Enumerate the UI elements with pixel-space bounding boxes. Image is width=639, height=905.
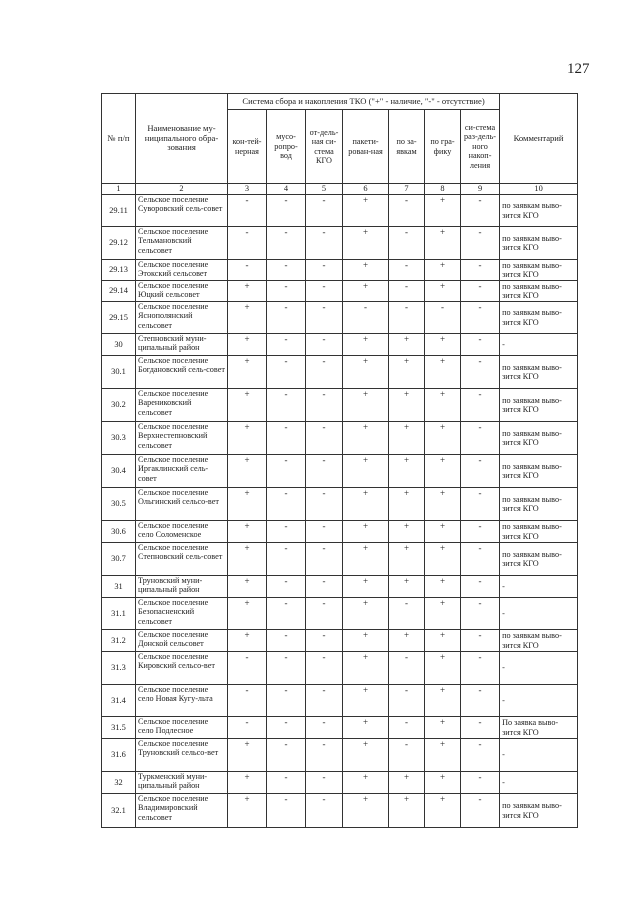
mark-cell: - [306,356,343,389]
mark-cell: - [306,685,343,717]
table-row [102,356,578,389]
mark-cell: - [461,195,500,227]
mark-cell: + [343,227,389,260]
header-name: Наименование му-ниципального обра-зования [136,94,228,184]
mark-cell: + [228,356,267,389]
municipality-name: Сельское поселение Тельмановский сельсовет [136,227,228,260]
comment-cell: - [500,334,578,356]
municipality-name: Сельское поселение Верхнестепновский сельсовет [136,422,228,455]
mark-cell: + [343,334,389,356]
row-number: 32 [102,772,136,794]
mark-cell: - [306,281,343,302]
mark-cell: + [228,576,267,598]
municipality-name: Сельское поселение село Новая Кугу-льта [136,685,228,717]
mark-cell: + [343,772,389,794]
row-number: 30.4 [102,455,136,488]
mark-cell: - [461,685,500,717]
mark-cell: - [306,739,343,772]
mark-cell: - [267,281,306,302]
municipality-name: Сельское поселение Этокский сельсовет [136,260,228,281]
mark-cell: - [461,598,500,630]
mark-cell: - [228,260,267,281]
mark-cell: + [389,334,425,356]
mark-cell: - [267,739,306,772]
mark-cell: - [228,652,267,685]
mark-cell: - [267,260,306,281]
mark-cell: + [228,794,267,828]
mark-cell: + [425,630,461,652]
mark-cell: - [461,302,500,334]
index-cell: 6 [343,184,389,195]
comment-cell: по заявкам выво-зится КГО [500,422,578,455]
mark-cell: - [267,356,306,389]
row-number: 31.3 [102,652,136,685]
mark-cell: + [425,281,461,302]
mark-cell: + [425,455,461,488]
mark-cell: + [425,227,461,260]
comment-cell: по заявкам выво-зится КГО [500,195,578,227]
mark-cell: - [267,334,306,356]
municipality-name: Труновский муни-ципальный район [136,576,228,598]
mark-cell: + [343,195,389,227]
mark-cell: - [461,455,500,488]
row-number: 29.12 [102,227,136,260]
comment-cell: по заявкам выво-зится КГО [500,302,578,334]
mark-cell: + [343,455,389,488]
row-number: 29.11 [102,195,136,227]
mark-cell: - [267,543,306,576]
table-body [102,195,578,828]
mark-cell: + [389,630,425,652]
comment-cell: по заявкам выво-зится КГО [500,543,578,576]
comment-cell: - [500,576,578,598]
mark-cell: - [461,739,500,772]
mark-cell: - [267,488,306,521]
municipality-name: Сельское поселение Иргаклинский сель-совет [136,455,228,488]
table-row [102,772,578,794]
table-row [102,598,578,630]
mark-cell: - [267,521,306,543]
mark-cell: + [425,772,461,794]
mark-cell: + [228,598,267,630]
mark-cell: + [343,739,389,772]
comment-cell: - [500,598,578,630]
mark-cell: - [461,652,500,685]
row-number: 31.6 [102,739,136,772]
mark-cell: - [228,717,267,739]
comment-cell: - [500,739,578,772]
mark-cell: - [306,598,343,630]
row-number: 30.2 [102,389,136,422]
mark-cell: + [343,260,389,281]
municipality-name: Сельское поселение Донской сельсовет [136,630,228,652]
index-cell: 10 [500,184,578,195]
mark-cell: + [343,281,389,302]
mark-cell: - [461,521,500,543]
municipality-name: Сельское поселение Владимировский сельсовет [136,794,228,828]
mark-cell: - [461,772,500,794]
row-number: 31.2 [102,630,136,652]
municipality-name: Сельское поселение село Подлесное [136,717,228,739]
tko-table [101,93,578,828]
header-container: кон-тей-нерная [228,110,267,184]
mark-cell: + [389,772,425,794]
mark-cell: + [425,356,461,389]
mark-cell: - [267,195,306,227]
mark-cell: - [267,772,306,794]
table-row [102,488,578,521]
mark-cell: + [343,598,389,630]
mark-cell: + [389,543,425,576]
mark-cell: - [461,334,500,356]
mark-cell: + [228,422,267,455]
mark-cell: - [389,195,425,227]
mark-cell: + [343,389,389,422]
table-row [102,281,578,302]
mark-cell: - [306,422,343,455]
mark-cell: - [306,521,343,543]
mark-cell: + [343,543,389,576]
comment-cell: по заявкам выво-зится КГО [500,455,578,488]
mark-cell: - [461,356,500,389]
row-number: 31.4 [102,685,136,717]
mark-cell: - [306,543,343,576]
index-cell: 3 [228,184,267,195]
mark-cell: + [343,576,389,598]
mark-cell: + [425,334,461,356]
index-cell: 7 [389,184,425,195]
mark-cell: + [389,389,425,422]
comment-cell: По заявка выво-зится КГО [500,717,578,739]
mark-cell: - [306,652,343,685]
mark-cell: - [389,302,425,334]
row-number: 30.1 [102,356,136,389]
comment-cell: по заявкам выво-зится КГО [500,389,578,422]
header-comment: Комментарий [500,94,578,184]
mark-cell: - [389,598,425,630]
municipality-name: Сельское поселение село Соломенское [136,521,228,543]
comment-cell: - [500,652,578,685]
mark-cell: + [425,543,461,576]
table-row [102,389,578,422]
table-row [102,260,578,281]
mark-cell: + [343,521,389,543]
mark-cell: - [306,630,343,652]
mark-cell: - [267,652,306,685]
mark-cell: - [267,598,306,630]
mark-cell: + [228,281,267,302]
mark-cell: - [267,422,306,455]
mark-cell: + [228,739,267,772]
index-cell: 9 [461,184,500,195]
mark-cell: - [389,739,425,772]
row-number: 29.14 [102,281,136,302]
mark-cell: - [267,576,306,598]
index-row [102,184,578,195]
mark-cell: + [228,389,267,422]
header-group: Система сбора и накопления ТКО ("+" - наличие, "-" - отсутствие) [228,94,500,110]
mark-cell: - [461,794,500,828]
header-garbage-chute: мусо-ропро-вод [267,110,306,184]
comment-cell: - [500,772,578,794]
table-row [102,652,578,685]
municipality-name: Сельское поселение Юцкий сельсовет [136,281,228,302]
mark-cell: - [228,195,267,227]
mark-cell: - [389,652,425,685]
mark-cell: - [267,227,306,260]
table-row [102,739,578,772]
comment-cell: по заявкам выво-зится КГО [500,794,578,828]
comment-cell: по заявкам выво-зится КГО [500,630,578,652]
header-on-request: по за-явкам [389,110,425,184]
mark-cell: + [343,717,389,739]
mark-cell: - [389,227,425,260]
mark-cell: + [343,794,389,828]
comment-cell: по заявкам выво-зится КГО [500,260,578,281]
index-cell: 5 [306,184,343,195]
table-row [102,685,578,717]
table-row [102,576,578,598]
municipality-name: Туркменский муни-ципальный район [136,772,228,794]
mark-cell: - [267,794,306,828]
index-cell: 8 [425,184,461,195]
header-separate-kgo: от-дель-ная си-стема КГО [306,110,343,184]
mark-cell: + [228,302,267,334]
row-number: 29.15 [102,302,136,334]
table-row [102,455,578,488]
mark-cell: - [306,260,343,281]
mark-cell: - [461,576,500,598]
mark-cell: - [461,281,500,302]
mark-cell: + [389,576,425,598]
row-number: 29.13 [102,260,136,281]
mark-cell: + [343,652,389,685]
municipality-name: Сельское поселение Ольгинский сельсо-вет [136,488,228,521]
index-cell: 4 [267,184,306,195]
municipality-name: Сельское поселение Труновский сельсо-вет [136,739,228,772]
mark-cell: - [425,302,461,334]
mark-cell: - [461,543,500,576]
mark-cell: + [343,488,389,521]
comment-cell: по заявкам выво-зится КГО [500,356,578,389]
mark-cell: + [389,521,425,543]
mark-cell: + [425,260,461,281]
mark-cell: - [306,455,343,488]
municipality-name: Сельское поселение Богдановский сель-совет [136,356,228,389]
mark-cell: - [267,717,306,739]
row-number: 32.1 [102,794,136,828]
mark-cell: - [306,717,343,739]
mark-cell: + [425,685,461,717]
row-number: 30.5 [102,488,136,521]
comment-cell: по заявкам выво-зится КГО [500,227,578,260]
mark-cell: + [425,794,461,828]
row-number: 30.3 [102,422,136,455]
mark-cell: - [461,630,500,652]
municipality-name: Сельское поселение Суворовский сель-совет [136,195,228,227]
mark-cell: - [461,260,500,281]
mark-cell: - [228,227,267,260]
row-number: 30.6 [102,521,136,543]
mark-cell: - [267,389,306,422]
mark-cell: + [425,652,461,685]
mark-cell: - [306,488,343,521]
mark-cell: - [267,630,306,652]
mark-cell: + [343,356,389,389]
mark-cell: - [389,717,425,739]
mark-cell: - [461,422,500,455]
mark-cell: + [228,334,267,356]
mark-cell: + [228,488,267,521]
mark-cell: + [389,422,425,455]
mark-cell: + [343,630,389,652]
table-row [102,717,578,739]
municipality-name: Сельское поселение Кировский сельсо-вет [136,652,228,685]
mark-cell: - [306,389,343,422]
mark-cell: + [425,598,461,630]
mark-cell: - [389,685,425,717]
row-number: 31.1 [102,598,136,630]
mark-cell: - [306,195,343,227]
municipality-name: Сельское поселение Яснополянский сельсовет [136,302,228,334]
mark-cell: + [425,195,461,227]
mark-cell: + [425,521,461,543]
mark-cell: - [389,281,425,302]
table-row [102,302,578,334]
mark-cell: - [228,685,267,717]
mark-cell: + [228,455,267,488]
mark-cell: + [389,794,425,828]
index-cell: 1 [102,184,136,195]
mark-cell: + [389,356,425,389]
municipality-name: Сельское поселение Степновский сель-совет [136,543,228,576]
mark-cell: + [228,630,267,652]
mark-cell: + [228,521,267,543]
mark-cell: - [306,576,343,598]
mark-cell: - [461,227,500,260]
mark-cell: - [461,488,500,521]
municipality-name: Сельское поселение Варениковский сельсовет [136,389,228,422]
index-cell: 2 [136,184,228,195]
table-row [102,227,578,260]
table-row [102,543,578,576]
row-number: 30 [102,334,136,356]
header-separate-collection: си-стема раз-дель-ного накоп-ления [461,110,500,184]
row-number: 31 [102,576,136,598]
row-number: 31.5 [102,717,136,739]
mark-cell: - [306,772,343,794]
mark-cell: - [461,717,500,739]
mark-cell: + [425,739,461,772]
mark-cell: + [228,543,267,576]
mark-cell: + [389,488,425,521]
header-packaged: пакети-рован-ная [343,110,389,184]
header-schedule: по гра-фику [425,110,461,184]
table-row [102,334,578,356]
mark-cell: - [306,794,343,828]
header-num: № п/п [102,94,136,184]
comment-cell: - [500,685,578,717]
mark-cell: + [425,389,461,422]
mark-cell: + [425,422,461,455]
mark-cell: - [461,389,500,422]
comment-cell: по заявкам выво-зится КГО [500,281,578,302]
mark-cell: + [425,488,461,521]
mark-cell: - [267,455,306,488]
mark-cell: + [228,772,267,794]
mark-cell: + [343,685,389,717]
table-row [102,195,578,227]
table-row [102,794,578,828]
mark-cell: - [389,260,425,281]
mark-cell: + [389,455,425,488]
mark-cell: + [343,422,389,455]
mark-cell: + [425,576,461,598]
mark-cell: - [343,302,389,334]
municipality-name: Степновский муни-ципальный район [136,334,228,356]
mark-cell: + [425,717,461,739]
mark-cell: - [267,685,306,717]
mark-cell: - [267,302,306,334]
comment-cell: по заявкам выво-зится КГО [500,521,578,543]
comment-cell: по заявкам выво-зится КГО [500,488,578,521]
table-row [102,422,578,455]
row-number: 30.7 [102,543,136,576]
table-row [102,521,578,543]
mark-cell: - [306,302,343,334]
municipality-name: Сельское поселение Безопасненский сельсовет [136,598,228,630]
mark-cell: - [306,334,343,356]
table-row [102,630,578,652]
mark-cell: - [306,227,343,260]
page-number: 127 [567,61,590,77]
